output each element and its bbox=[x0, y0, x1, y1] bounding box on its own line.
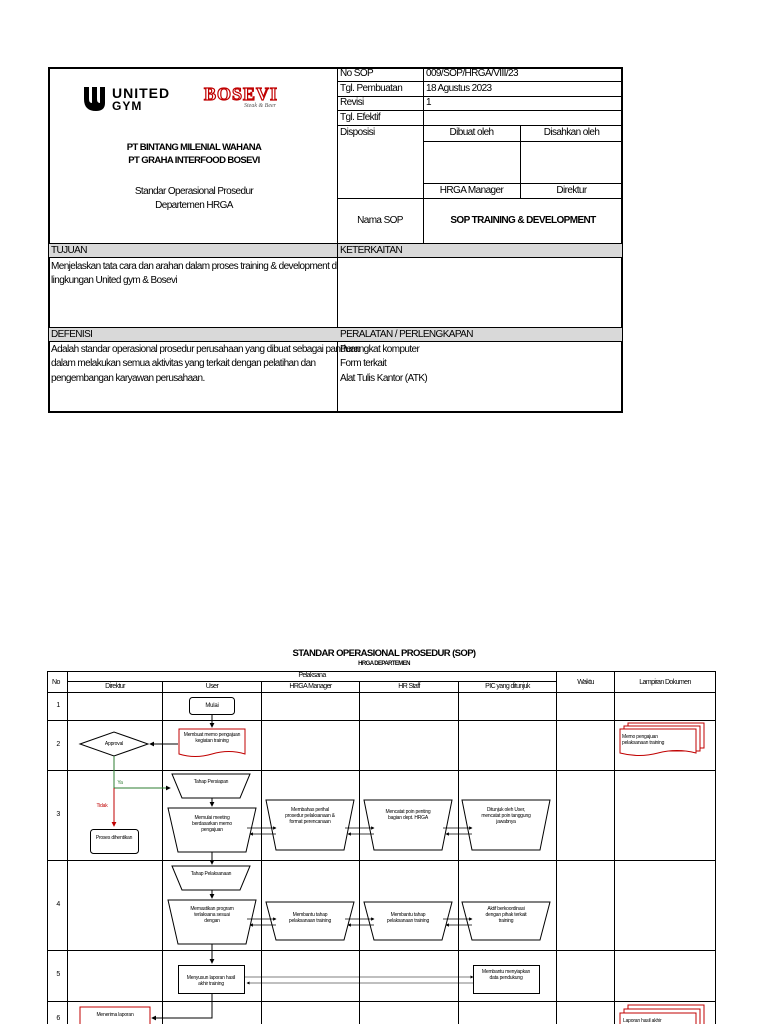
row-no-6: 6 bbox=[56, 1015, 60, 1022]
logo-gym-text: GYM bbox=[112, 99, 143, 113]
memastikan-label: Memastikan program terlaksana sesuai dengan bbox=[190, 906, 234, 924]
proses-dihentikan-box bbox=[91, 830, 139, 854]
tidak-label: Tidak bbox=[96, 803, 108, 809]
col-user: User bbox=[205, 683, 219, 690]
company-name-1: PT BINTANG MILENIAL WAHANA bbox=[126, 142, 262, 153]
col-pic: PIC yang ditunjuk bbox=[485, 683, 530, 690]
hrga-bantu-label: Membantu tahap pelaksanaan training bbox=[288, 912, 332, 924]
tujuan-text-1: Menjelaskan tata cara dan arahan dalam proses training & development di bbox=[51, 261, 339, 272]
col-direktur: Direktur bbox=[105, 683, 125, 690]
lampiran-laporan-label: Laporan hasil akhir bbox=[623, 1018, 662, 1024]
row-no-1: 1 bbox=[56, 702, 60, 709]
department: Departemen HRGA bbox=[155, 200, 233, 211]
company-name-2: PT GRAHA INTERFOOD BOSEVI bbox=[128, 155, 260, 166]
no-sop-value: 009/SOP/HRGA/VIII/23 bbox=[426, 68, 518, 79]
pic-data-label: Membantu menyiapkan data pendukung bbox=[481, 969, 531, 981]
logo-bosevi-tagline: Steak & Beer bbox=[244, 103, 276, 109]
flow-subtitle: HRGA DEPARTEMEN bbox=[358, 661, 410, 667]
revisi-value: 1 bbox=[426, 97, 431, 108]
ya-label: Ya bbox=[117, 780, 123, 786]
hrga-bahas-label: Membahas perihal prosedur pelaksanaan & format perencanaan bbox=[285, 807, 335, 825]
hrstaff-catat-shape bbox=[364, 800, 452, 850]
mulai-label: Mulai bbox=[205, 703, 219, 709]
col-hr-staff: HR Staff bbox=[398, 683, 420, 690]
definisi-text-1: Adalah standar operasional prosedur perusahaan yang dibuat sebagai panduan bbox=[51, 344, 361, 355]
revisi-label: Revisi bbox=[340, 97, 364, 108]
col-waktu: Waktu bbox=[577, 679, 594, 686]
pic-ditunjuk-label: Ditunjuk oleh User, mencatat poin tanggung jawabnya bbox=[481, 807, 531, 825]
tahap-pelaksanaan-label: Tahap Pelaksanaan bbox=[190, 871, 232, 877]
pic-aktif-label: Aktif berkoordinasi dengan pihak terkait training bbox=[485, 906, 527, 924]
definisi-text-2: dalam melakukan semua aktivitas yang terkait dengan pelatihan dan bbox=[51, 358, 316, 369]
tahap-persiapan-shape bbox=[172, 774, 250, 798]
tgl-pembuatan-label: Tgl. Pembuatan bbox=[340, 83, 403, 94]
col-no: No bbox=[52, 679, 60, 686]
flow-title: STANDAR OPERASIONAL PROSEDUR (SOP) bbox=[292, 648, 476, 659]
tujuan-text-2: lingkungan United gym & Bosevi bbox=[51, 275, 177, 286]
hrstaff-catat-label: Mencatat poin penting bagian dept. HRGA bbox=[385, 809, 431, 821]
hrstaff-bantu-label: Membantu tahap pelaksanaan training bbox=[386, 912, 430, 924]
nama-sop-label: Nama SOP bbox=[357, 215, 403, 226]
peralatan-item-2: Form terkait bbox=[340, 358, 387, 369]
dibuat-role: HRGA Manager bbox=[439, 185, 504, 196]
tgl-pembuatan-value: 18 Agustus 2023 bbox=[426, 83, 492, 94]
keterkaitan-label: KETERKAITAN bbox=[340, 245, 403, 256]
disahkan-role: Direktur bbox=[556, 185, 587, 196]
no-sop-label: No SOP bbox=[340, 68, 374, 79]
col-pelaksana: Pelaksana bbox=[298, 672, 326, 679]
meeting-label: Memulai meeting berdasarkan memo pengajuan bbox=[192, 815, 232, 833]
row-no-3: 3 bbox=[56, 811, 60, 818]
col-lampiran: Lampiran Dokumen bbox=[639, 679, 691, 686]
tahap-persiapan-label: Tahap Persiapan bbox=[193, 779, 229, 785]
logo-bosevi-text: BOSEVI bbox=[204, 84, 279, 104]
logo-united-text: UNITED bbox=[112, 85, 171, 101]
approval-label: Approval bbox=[104, 741, 124, 747]
proses-dihentikan-label: Proses dihentikan bbox=[95, 835, 133, 841]
row-no-2: 2 bbox=[56, 741, 60, 748]
nama-sop-value: SOP TRAINING & DEVELOPMENT bbox=[450, 215, 596, 226]
tujuan-label: TUJUAN bbox=[51, 245, 87, 256]
peralatan-item-3: Alat Tulis Kantor (ATK) bbox=[340, 373, 428, 384]
memo-user-label: Membuat memo pengajuan kegiatan training bbox=[183, 732, 241, 744]
direktur-terima-label: Menerima laporan bbox=[96, 1012, 134, 1018]
definisi-text-3: pengembangan karyawan perusahaan. bbox=[51, 373, 205, 384]
dibuat-oleh-label: Dibuat oleh bbox=[449, 127, 494, 138]
peralatan-item-1: Perangkat komputer bbox=[340, 344, 420, 355]
col-hrga-manager: HRGA Manager bbox=[289, 683, 332, 690]
peralatan-label: PERALATAN / PERLENGKAPAN bbox=[340, 329, 473, 340]
laporan-label: Menyusun laporan hasil akhir training bbox=[186, 975, 236, 987]
row-no-4: 4 bbox=[56, 901, 60, 908]
lampiran-memo-label: Memo pengajuan pelaksanaan training bbox=[622, 734, 665, 746]
definisi-label: DEFENISI bbox=[51, 329, 93, 340]
row-no-5: 5 bbox=[56, 971, 60, 978]
doc-type: Standar Operasional Prosedur bbox=[134, 186, 254, 197]
disposisi-label: Disposisi bbox=[340, 127, 375, 138]
tahap-pelaksanaan-shape bbox=[172, 866, 250, 890]
tgl-efektif-label: Tgl. Efektif bbox=[340, 112, 381, 123]
disahkan-oleh-label: Disahkan oleh bbox=[543, 127, 600, 138]
